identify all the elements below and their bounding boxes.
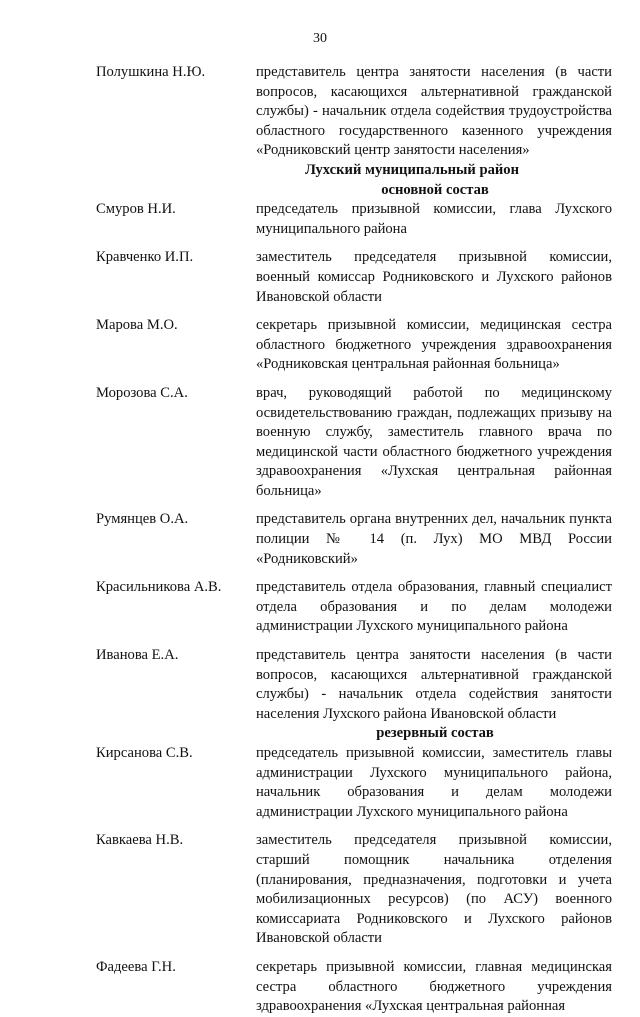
member-entry [96,510,612,569]
member-description: представитель центра занятости населения (в части вопросов, касающихся альтернативной гражданской службы) - начальник отдела содействия трудоустройства областного государственного казенного учреждения «Родниковский центр занятости населения» [256,64,612,159]
member-description: заместитель председателя призывной комиссии, старший помощник начальника отделения (планирования, предназначения, подготовки и учета мобилизационных ресурсов) (по АСУ) военного комиссариата Родниковского и Лухского районов Ивановской области [256,832,612,947]
member-entry [96,831,612,949]
member-name: Красильникова А.В. [96,579,222,596]
member-entry [96,384,612,502]
member-name: Кирсанова С.В. [96,745,193,761]
member-description: представитель отдела образования, главный специалист отдела образования и по делам молодежи администрации Лухского муниципального района [256,579,612,635]
reserve-composition-heading: резервный состав [376,725,494,742]
member-description: секретарь призывной комиссии, главная медицинская сестра областного бюджетного учреждения здравоохранения «Лухская центральная районная [256,958,612,1015]
member-name: Смуров Н.И. [96,201,176,218]
member-name: Румянцев О.А. [96,511,189,528]
member-name: Кавкаева Н.В. [96,832,184,849]
page-number: 30 [313,31,327,46]
member-description: председатель призывной комиссии, заместитель главы администрации Лухского муниципального района, начальник образования и делам молодежи администрации Лухского муниципального района [256,745,612,820]
member-name: Марова М.О. [96,317,178,334]
member-description: заместитель председателя призывной комиссии, военный комиссар Родниковского и Лухского районов Ивановской области [256,249,612,305]
member-description: председатель призывной комиссии, глава Лухского муниципального района [256,201,612,237]
member-entry [96,316,612,375]
member-description: представитель центра занятости населения (в части вопросов, касающихся альтернативной гражданской службы) - начальник отдела содействия занятости населения Лухского района Ивановской области [256,647,612,722]
main-composition-list [96,200,612,724]
member-description: врач, руководящий работой по медицинскому освидетельствованию граждан, подлежащих призыву на военную службу, заместитель главного врача по медицинской части областного бюджетного учреждения здравоохранения «Лухская центральная районная больница» [256,384,612,499]
member-entry [96,248,612,307]
member-entry [96,958,612,1017]
member-name: Иванова Е.А. [96,647,179,664]
member-name: Фадеева Г.Н. [96,958,176,975]
reserve-composition-list [96,744,612,1017]
member-entry [96,744,612,822]
member-name: Морозова С.А. [96,384,188,401]
member-entry [96,200,612,239]
member-description: секретарь призывной комиссии, медицинская сестра областного бюджетного учреждения здравоохранения «Родниковская центральная районная больница» [256,317,612,373]
district-title: Лухский муниципальный район [304,161,520,178]
member-entry [96,646,612,724]
member-name: Полушкина Н.Ю. [96,64,206,80]
main-composition-heading: основной состав [381,181,489,198]
member-entry [96,578,612,637]
member-name: Кравченко И.П. [96,249,194,266]
commission-list [96,63,612,1017]
member-description: представитель органа внутренних дел, начальник пункта полиции № 14 (п. Лух) МО МВД России «Родниковский» [256,511,612,567]
member-entry [96,63,612,161]
